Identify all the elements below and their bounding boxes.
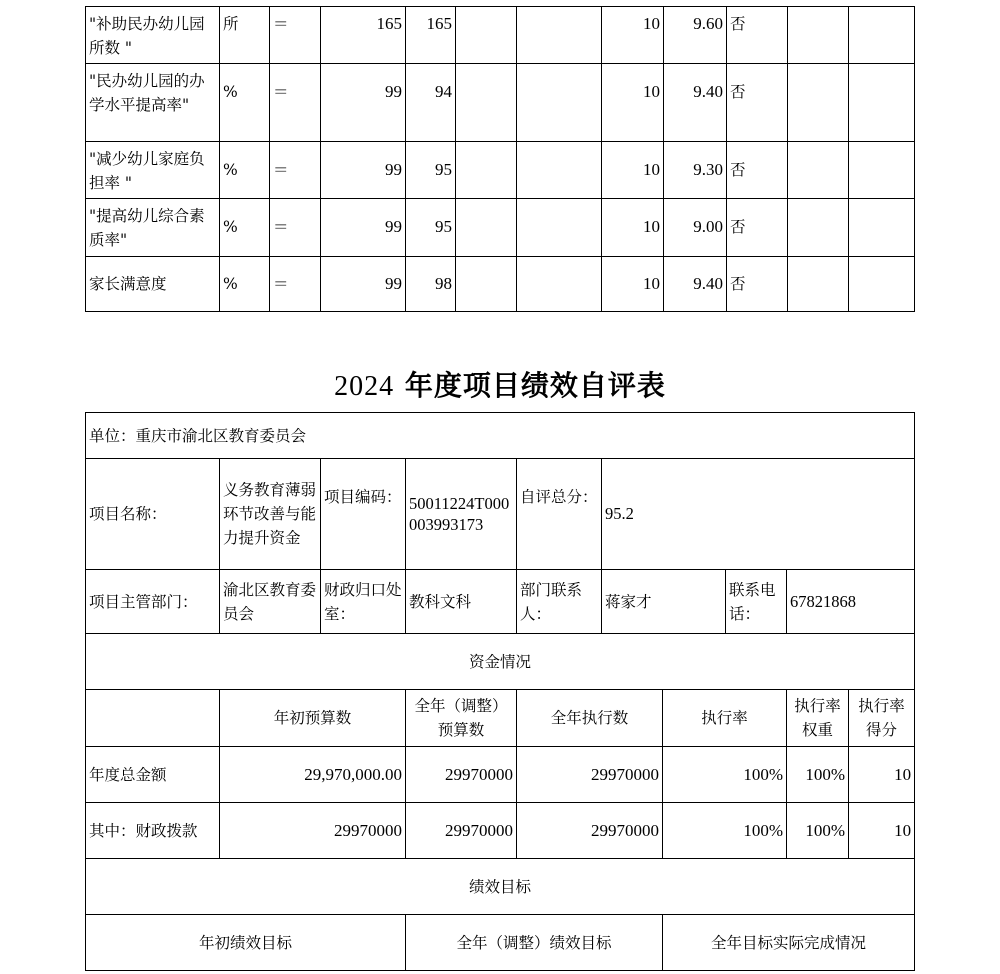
header-adjusted-budget: 全年（调整）预算数 [406, 690, 517, 747]
empty-cell [849, 64, 915, 142]
table-row [86, 859, 915, 915]
table-row [86, 64, 915, 142]
phone-value: 67821868 [787, 570, 915, 634]
empty-cell [788, 7, 849, 64]
table-row [86, 199, 915, 257]
dept-label: 项目主管部门： [86, 570, 220, 634]
indicator-unit: % [220, 142, 270, 199]
indicator-weight: 10 [602, 142, 664, 199]
indicator-score: 9.00 [664, 199, 727, 257]
indicator-unit: % [220, 199, 270, 257]
funding-weight: 100% [787, 747, 849, 803]
empty-cell [517, 142, 602, 199]
funding-adjusted: 29970000 [406, 747, 517, 803]
funding-row-label: 年度总金额 [86, 747, 220, 803]
empty-cell [86, 690, 220, 747]
indicator-deviation: 否 [727, 142, 788, 199]
empty-cell [849, 7, 915, 64]
office-value: 教科文科 [406, 570, 517, 634]
self-score-value: 95.2 [602, 459, 915, 570]
indicator-target: 99 [321, 257, 406, 312]
indicator-unit: % [220, 64, 270, 142]
indicator-name: "提高幼儿综合素质率" [86, 199, 220, 257]
table-row [86, 915, 915, 971]
table-row [86, 459, 915, 570]
completion-header: 全年目标实际完成情况 [663, 915, 915, 971]
indicator-deviation: 否 [727, 257, 788, 312]
funding-rate: 100% [663, 803, 787, 859]
empty-cell [788, 199, 849, 257]
header-rate-weight: 执行率权重 [787, 690, 849, 747]
adjusted-goal-header: 全年（调整）绩效目标 [406, 915, 663, 971]
self-evaluation-table [85, 412, 915, 971]
phone-label: 联系电话： [726, 570, 787, 634]
empty-cell [788, 257, 849, 312]
indicator-unit: % [220, 257, 270, 312]
empty-cell [517, 64, 602, 142]
indicator-actual: 94 [406, 64, 456, 142]
empty-cell [456, 7, 517, 64]
indicator-deviation: 否 [727, 7, 788, 64]
indicator-score: 9.30 [664, 142, 727, 199]
indicator-operator: ＝ [270, 257, 321, 312]
dept-value: 渝北区教育委员会 [220, 570, 321, 634]
title-text: 年度项目绩效自评表 [404, 369, 666, 402]
table-row [86, 803, 915, 859]
header-rate: 执行率 [663, 690, 787, 747]
indicator-name: "减少幼儿家庭负担率 " [86, 142, 220, 199]
funding-initial: 29,970,000.00 [220, 747, 406, 803]
empty-cell [456, 199, 517, 257]
indicator-target: 99 [321, 64, 406, 142]
table-row [86, 142, 915, 199]
empty-cell [849, 257, 915, 312]
table-row [86, 747, 915, 803]
indicator-deviation: 否 [727, 64, 788, 142]
unit-cell: 单位：重庆市渝北区教育委员会 [86, 413, 915, 459]
indicator-operator: ＝ [270, 7, 321, 64]
empty-cell [517, 199, 602, 257]
empty-cell [517, 7, 602, 64]
indicator-target: 99 [321, 142, 406, 199]
contact-label: 部门联系人： [517, 570, 602, 634]
table-row [86, 7, 915, 64]
table-row [86, 413, 915, 459]
funding-rate: 100% [663, 747, 787, 803]
indicator-unit: 所 [220, 7, 270, 64]
funding-initial: 29970000 [220, 803, 406, 859]
contact-value: 蒋家才 [602, 570, 726, 634]
indicator-weight: 10 [602, 257, 664, 312]
empty-cell [849, 199, 915, 257]
funding-row-label: 其中：财政拨款 [86, 803, 220, 859]
goals-section-title: 绩效目标 [86, 859, 915, 915]
table-row [86, 570, 915, 634]
indicator-score: 9.40 [664, 64, 727, 142]
indicator-name: 家长满意度 [86, 257, 220, 312]
self-score-label: 自评总分： [517, 459, 602, 570]
indicator-score: 9.40 [664, 257, 727, 312]
empty-cell [456, 142, 517, 199]
project-name-label: 项目名称： [86, 459, 220, 570]
funding-score: 10 [849, 747, 915, 803]
indicator-actual: 165 [406, 7, 456, 64]
initial-goal-header: 年初绩效目标 [86, 915, 406, 971]
table-row [86, 257, 915, 312]
header-initial-budget: 年初预算数 [220, 690, 406, 747]
funding-weight: 100% [787, 803, 849, 859]
title-year: 2024 [334, 371, 395, 402]
funding-executed: 29970000 [517, 747, 663, 803]
funding-score: 10 [849, 803, 915, 859]
empty-cell [456, 257, 517, 312]
project-code-label: 项目编码： [321, 459, 406, 570]
indicator-actual: 95 [406, 199, 456, 257]
indicator-operator: ＝ [270, 64, 321, 142]
indicator-weight: 10 [602, 7, 664, 64]
indicator-name: "补助民办幼儿园所数 " [86, 7, 220, 64]
project-name-value: 义务教育薄弱环节改善与能力提升资金 [220, 459, 321, 570]
page-title [0, 362, 1000, 411]
header-executed: 全年执行数 [517, 690, 663, 747]
funding-adjusted: 29970000 [406, 803, 517, 859]
empty-cell [517, 257, 602, 312]
indicator-actual: 98 [406, 257, 456, 312]
office-label: 财政归口处室： [321, 570, 406, 634]
funding-section-title: 资金情况 [86, 634, 915, 690]
indicator-target: 165 [321, 7, 406, 64]
empty-cell [849, 142, 915, 199]
empty-cell [788, 142, 849, 199]
table-row [86, 690, 915, 747]
indicator-deviation: 否 [727, 199, 788, 257]
project-code-value: 50011224T000003993173 [406, 459, 517, 570]
indicator-name: "民办幼儿园的办学水平提高率" [86, 64, 220, 142]
indicator-weight: 10 [602, 64, 664, 142]
indicator-actual: 95 [406, 142, 456, 199]
empty-cell [456, 64, 517, 142]
indicator-target: 99 [321, 199, 406, 257]
funding-executed: 29970000 [517, 803, 663, 859]
table-row [86, 634, 915, 690]
header-rate-score: 执行率得分 [849, 690, 915, 747]
indicator-score: 9.60 [664, 7, 727, 64]
empty-cell [788, 64, 849, 142]
indicator-operator: ＝ [270, 142, 321, 199]
indicator-weight: 10 [602, 199, 664, 257]
indicator-operator: ＝ [270, 199, 321, 257]
indicator-table [85, 6, 915, 312]
